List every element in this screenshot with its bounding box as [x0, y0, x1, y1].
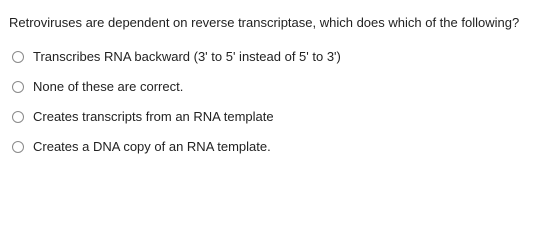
answer-option-1[interactable]	[12, 42, 341, 72]
radio-button-icon[interactable]	[12, 51, 24, 63]
radio-button-icon[interactable]	[12, 111, 24, 123]
answer-option-label: Creates transcripts from an RNA template	[33, 109, 274, 124]
answer-option-4[interactable]	[12, 132, 341, 162]
answer-option-label: Creates a DNA copy of an RNA template.	[33, 139, 271, 154]
answer-option-label: Transcribes RNA backward (3' to 5' instead of 5' to 3')	[33, 49, 341, 64]
answer-options	[12, 42, 341, 162]
answer-option-3[interactable]	[12, 102, 341, 132]
question-text: Retroviruses are dependent on reverse transcriptase, which does which of the following?	[9, 15, 520, 30]
radio-button-icon[interactable]	[12, 141, 24, 153]
answer-option-label: None of these are correct.	[33, 79, 184, 94]
radio-button-icon[interactable]	[12, 81, 24, 93]
answer-option-2[interactable]	[12, 72, 341, 102]
